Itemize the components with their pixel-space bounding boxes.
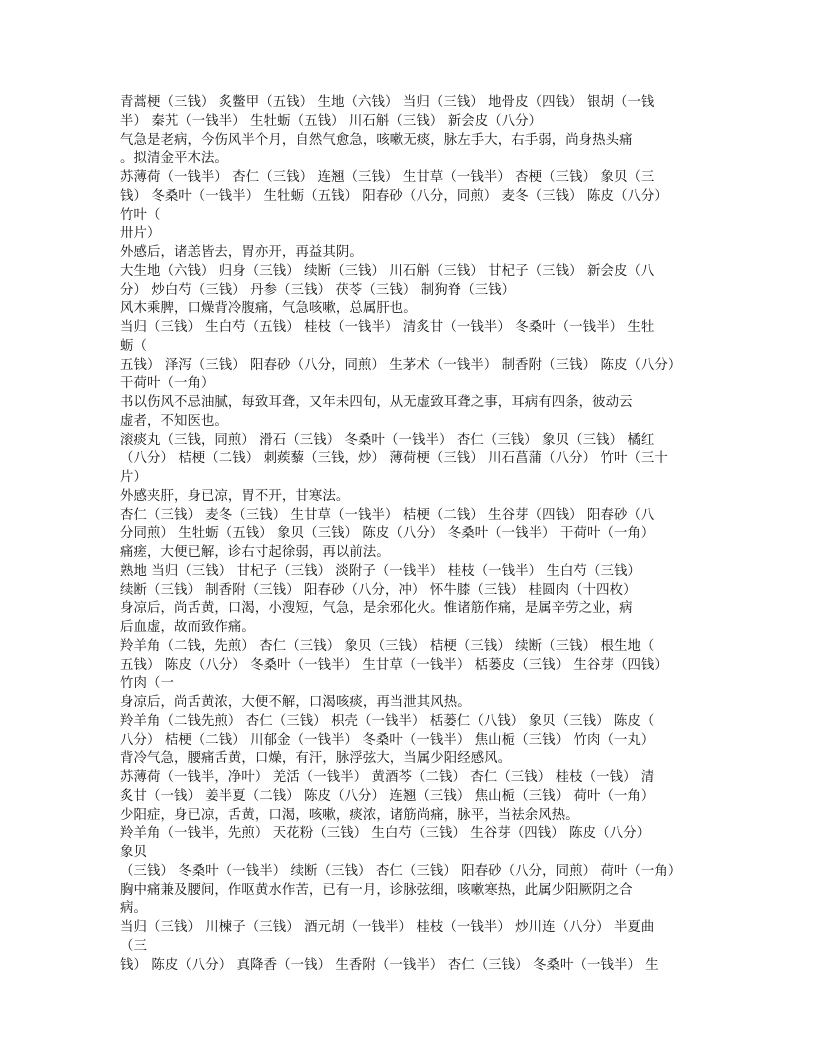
text-line: 羚羊角（一钱半，先煎） 天花粉（三钱） 生白芍（三钱） 生谷芽（四钱） 陈皮（八分）	[120, 826, 651, 842]
text-line: 青蒿梗（三钱） 炙鳖甲（五钱） 生地（六钱） 当归（三钱） 地骨皮（四钱） 银胡（一钱	[120, 95, 655, 110]
text-line: 外感后，诸恙皆去，胃亦开，再益其阴。	[120, 245, 363, 260]
text-line: 羚羊角（二钱，先煎） 杏仁（三钱） 象贝（三钱） 桔梗（三钱） 续断（三钱） 根生地（	[120, 638, 655, 654]
text-line: 熟地 当归（三钱） 甘杞子（三钱） 淡附子（一钱半） 桂枝（一钱半） 生白芍（三钱）	[120, 563, 641, 579]
text-line: 外感夹肝，身已凉，胃不开，甘寒法。	[120, 488, 350, 504]
text-line: 苏薄荷（一钱半，净叶） 羌活（一钱半） 黄酒芩（二钱） 杏仁（三钱） 桂枝（一钱） 清	[120, 770, 655, 785]
text-line: 。拟清金平木法。	[120, 151, 228, 167]
text-line: 五钱） 陈皮（八分） 冬桑叶（一钱半） 生甘草（一钱半） 栝蒌皮（三钱） 生谷芽（四钱）	[120, 657, 668, 673]
text-line: 痛瘥，大便已解，诊右寸起徐弱，再以前法。	[120, 545, 390, 560]
text-line: 当归（三钱） 生白芍（五钱） 桂枝（一钱半） 清炙甘（一钱半） 冬桑叶（一钱半） 生牡	[120, 320, 655, 335]
text-line: 病。	[120, 901, 147, 917]
text-line: 滚痰丸（三钱，同煎） 滑石（三钱） 冬桑叶（一钱半） 杏仁（三钱） 象贝（三钱） 橘红	[120, 432, 655, 448]
text-line: 半） 秦艽（一钱半） 生牡蛎（五钱） 川石斛（三钱） 新会皮（八分）	[120, 113, 543, 129]
text-line: 钱） 冬桑叶（一钱半） 生牡蛎（五钱） 阳春砂（八分，同煎） 麦冬（三钱） 陈皮（八分）	[120, 188, 668, 204]
text-line: 气急是老病，今伤风半个月，自然气愈急，咳嗽无痰，脉左手大，右手弱，尚身热头痛	[120, 132, 633, 148]
text-line: 身凉后，尚舌黄浓，大便不解，口渴咳痰，再当泄其风热。	[120, 695, 471, 710]
text-line: 分） 炒白芍（三钱） 丹参（三钱） 茯苓（三钱） 制狗脊（三钱）	[120, 282, 516, 298]
text-line: 苏薄荷（一钱半） 杏仁（三钱） 连翘（三钱） 生甘草（一钱半） 杏梗（三钱） 象贝（三	[120, 170, 655, 185]
text-line: 书以伤风不忌油腻，每致耳聋，又年未四旬，从无虚致耳聋之事，耳病有四条，彼动云	[120, 395, 633, 410]
text-line: 片）	[120, 470, 147, 485]
text-line: 蛎（	[120, 338, 147, 354]
text-line: （三钱） 冬桑叶（一钱半） 续断（三钱） 杏仁（三钱） 阳春砂（八分，同煎） 荷叶（一角）	[120, 863, 682, 879]
text-line: 八分） 桔梗（二钱） 川郁金（一钱半） 冬桑叶（一钱半） 焦山栀（三钱） 竹肉（一丸）	[120, 732, 655, 748]
text-line: 当归（三钱） 川楝子（三钱） 酒元胡（一钱半） 桂枝（一钱半） 炒川连（八分） 半夏曲	[120, 920, 655, 935]
text-line: 卅片）	[120, 226, 161, 242]
text-line: 羚羊角（二钱先煎） 杏仁（三钱） 枳壳（一钱半） 栝蒌仁（八钱） 象贝（三钱） 陈皮（	[120, 713, 655, 729]
text-line: 竹肉（一	[120, 676, 174, 692]
text-line: 身凉后，尚舌黄，口渴，小溲短，气急，是余邪化火。惟诸筋作痛，是属辛劳之业，病	[120, 601, 633, 617]
text-line: 续断（三钱） 制香附（三钱） 阳春砂（八分，冲） 怀牛膝（三钱） 桂圆肉（十四枚）	[120, 582, 637, 598]
text-line: 后血虚，故而致作痛。	[120, 620, 255, 635]
text-line: 炙甘（一钱） 姜半夏（二钱） 陈皮（八分） 连翘（三钱） 焦山栀（三钱） 荷叶（一角）	[120, 788, 655, 804]
text-line: 象贝	[120, 845, 147, 860]
text-line: 少阳症，身已凉，舌黄，口渴，咳嗽，痰浓，诸筋尚痛，脉平，当祛余风热。	[120, 807, 579, 823]
text-line: 五钱） 泽泻（三钱） 阳春砂（八分，同煎） 生茅术（一钱半） 制香附（三钱） 陈皮（八分）	[120, 357, 682, 373]
text-line: 背冷气急，腰痛舌黄，口燥，有汗，脉浮弦大，当属少阳经感风。	[120, 751, 512, 767]
text-line: （八分） 桔梗（二钱） 刺蒺藜（三钱，炒） 薄荷梗（三钱） 川石菖蒲（八分） 竹叶（三十	[120, 451, 668, 467]
text-line: 干荷叶（一角）	[120, 376, 215, 392]
text-line: 钱） 陈皮（八分） 真降香（一钱） 生香附（一钱半） 杏仁（三钱） 冬桑叶（一钱半） 生	[120, 957, 659, 973]
text-line: 大生地（六钱） 归身（三钱） 续断（三钱） 川石斛（三钱） 甘杞子（三钱） 新会皮（八	[120, 263, 655, 279]
text-line: （三	[120, 938, 147, 954]
document-page	[120, 94, 700, 975]
text-line: 胸中痛兼及腰间，作呕黄水作苦，已有一月，诊脉弦细，咳嗽寒热，此属少阳厥阴之合	[120, 882, 633, 898]
text-line: 分同煎） 生牡蛎（五钱） 象贝（三钱） 陈皮（八分） 冬桑叶（一钱半） 干荷叶（一角）	[120, 526, 655, 542]
text-line: 虚者，不知医也。	[120, 413, 228, 429]
text-line: 杏仁（三钱） 麦冬（三钱） 生甘草（一钱半） 桔梗（二钱） 生谷芽（四钱） 阳春砂（八	[120, 507, 655, 523]
text-line: 竹叶（	[120, 207, 161, 223]
text-line: 风木乘脾，口燥背冷腹痛，气急咳嗽，总属肝也。	[120, 301, 417, 317]
